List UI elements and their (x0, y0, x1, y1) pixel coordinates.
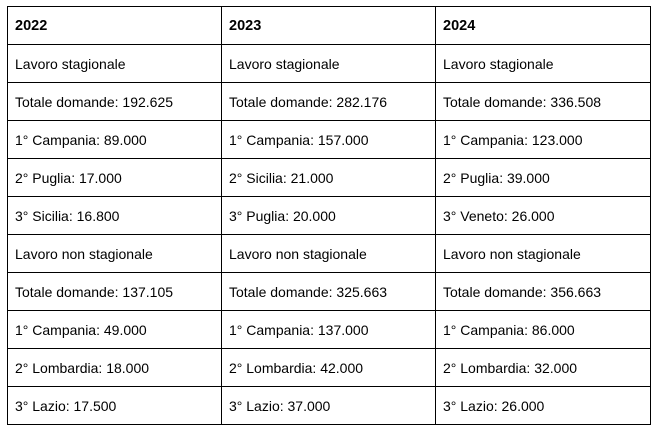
table-cell: Lavoro non stagionale (222, 235, 436, 273)
header-cell-2024: 2024 (436, 7, 651, 45)
table-body (8, 45, 651, 425)
table-cell: 2° Lombardia: 18.000 (8, 349, 222, 387)
table-cell: 3° Sicilia: 16.800 (8, 197, 222, 235)
table-cell: 2° Sicilia: 21.000 (222, 159, 436, 197)
table-cell: 2° Puglia: 17.000 (8, 159, 222, 197)
table-row (8, 83, 651, 121)
table-cell: 1° Campania: 86.000 (436, 311, 651, 349)
table-cell: 2° Puglia: 39.000 (436, 159, 651, 197)
table-cell: Totale domande: 282.176 (222, 83, 436, 121)
table-cell: Lavoro non stagionale (436, 235, 651, 273)
table-row (8, 159, 651, 197)
table-row (8, 235, 651, 273)
header-row (8, 7, 651, 45)
table-cell: 2° Lombardia: 42.000 (222, 349, 436, 387)
table-row (8, 349, 651, 387)
table-cell: Lavoro stagionale (8, 45, 222, 83)
table-cell: Lavoro non stagionale (8, 235, 222, 273)
table-row (8, 45, 651, 83)
table-cell: 1° Campania: 49.000 (8, 311, 222, 349)
header-cell-2022: 2022 (8, 7, 222, 45)
table-row (8, 311, 651, 349)
table-cell: Totale domande: 325.663 (222, 273, 436, 311)
table-header (8, 7, 651, 45)
table-row (8, 273, 651, 311)
table-row (8, 197, 651, 235)
table-cell: 1° Campania: 123.000 (436, 121, 651, 159)
table-cell: Lavoro stagionale (436, 45, 651, 83)
table-cell: 1° Campania: 137.000 (222, 311, 436, 349)
table-row (8, 121, 651, 159)
table-cell: Lavoro stagionale (222, 45, 436, 83)
table-cell: 1° Campania: 157.000 (222, 121, 436, 159)
table-cell: Totale domande: 137.105 (8, 273, 222, 311)
table-cell: 3° Lazio: 17.500 (8, 387, 222, 425)
table-cell: 3° Veneto: 26.000 (436, 197, 651, 235)
table-cell: 1° Campania: 89.000 (8, 121, 222, 159)
table-cell: 3° Lazio: 26.000 (436, 387, 651, 425)
table-cell: 3° Lazio: 37.000 (222, 387, 436, 425)
header-cell-2023: 2023 (222, 7, 436, 45)
table-cell: Totale domande: 336.508 (436, 83, 651, 121)
table-cell: 3° Puglia: 20.000 (222, 197, 436, 235)
table-cell: 2° Lombardia: 32.000 (436, 349, 651, 387)
table-cell: Totale domande: 192.625 (8, 83, 222, 121)
data-table-container (7, 6, 651, 425)
table-row (8, 387, 651, 425)
table-cell: Totale domande: 356.663 (436, 273, 651, 311)
data-table (7, 6, 651, 425)
